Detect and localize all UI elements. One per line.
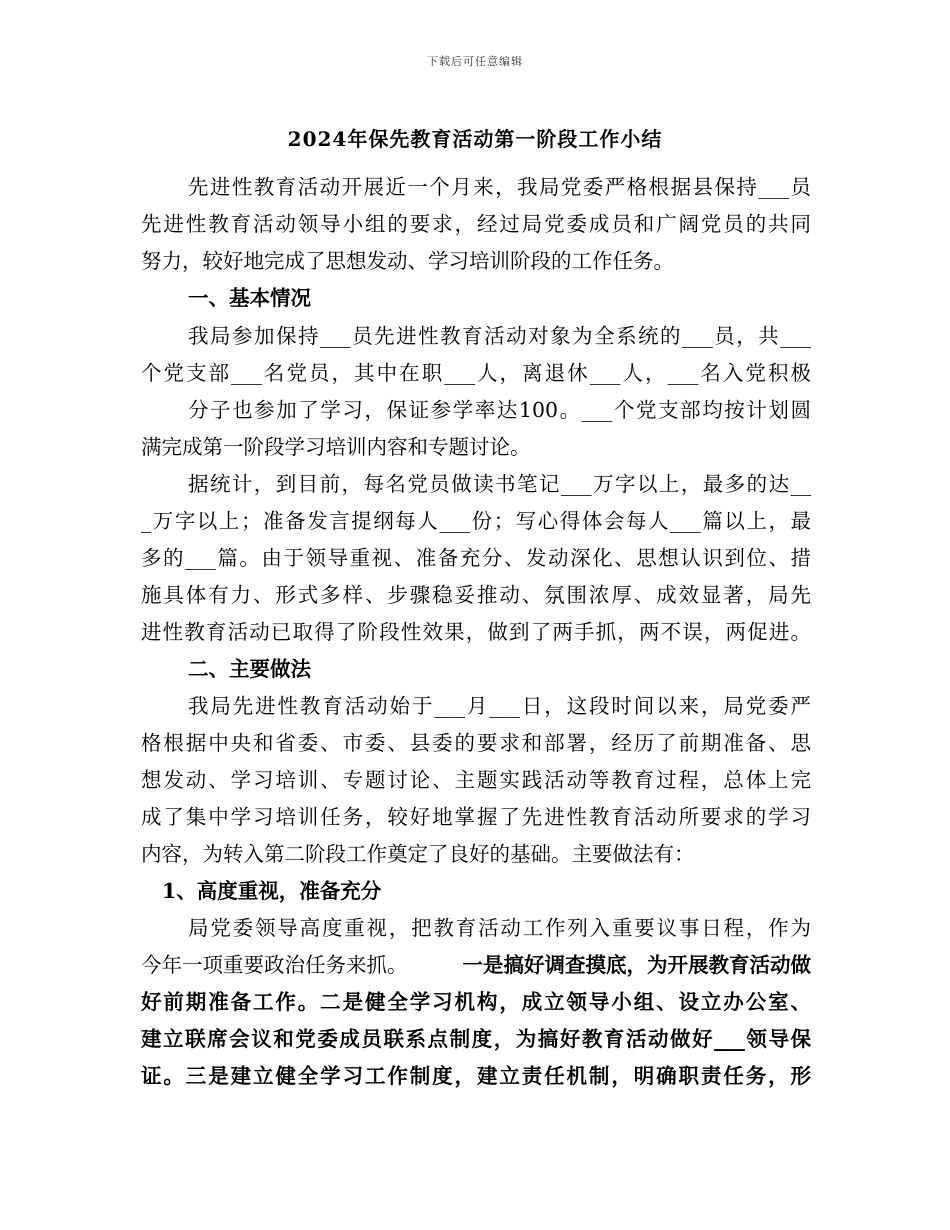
paragraph-line: _万字以上；准备发言提纲每人___份；写心得体会每人___篇以上，最 <box>141 509 811 533</box>
paragraph-line: 先进性教育活动开展近一个月来，我局党委严格根据县保持___员 <box>188 175 811 199</box>
paragraph-line: 据统计，到目前，每名党员做读书笔记___万字以上，最多的达__ <box>188 472 811 496</box>
paragraph-line: 局党委领导高度重视，把教育活动工作列入重要议事日程，作为 <box>188 916 811 940</box>
paragraph-bold-text: 一是搞好调查摸底，为开展教育活动做 <box>462 953 811 977</box>
subsection-heading: 1、高度重视，准备充分 <box>162 879 382 903</box>
paragraph-line: 努力，较好地完成了思想发动、学习培训阶段的工作任务。 <box>141 249 674 273</box>
paragraph-line <box>141 948 811 982</box>
paragraph-line: 格根据中央和省委、市委、县委的要求和部署，经历了前期准备、思 <box>141 731 811 755</box>
paragraph-line: 证。三是建立健全学习工作制度，建立责任机制，明确职责任务，形 <box>141 1064 811 1088</box>
paragraph-line: 我局参加保持___员先进性教育活动对象为全系统的___员，共___ <box>188 324 811 348</box>
paragraph-line: 建立联席会议和党委成员联系点制度，为搞好教育活动做好___领导保 <box>141 1027 811 1051</box>
paragraph-line: 我局先进性教育活动始于___月___日，这段时间以来，局党委严 <box>188 694 811 718</box>
paragraph-line: 满完成第一阶段学习培训内容和专题讨论。 <box>141 435 531 459</box>
paragraph-line: 内容，为转入第二阶段工作奠定了良好的基础。主要做法有： <box>141 842 695 866</box>
paragraph-line: 好前期准备工作。二是健全学习机构，成立领导小组、设立办公室、 <box>141 990 811 1014</box>
paragraph-line: 多的___篇。由于领导重视、准备充分、发动深化、思想认识到位、措 <box>141 546 811 570</box>
paragraph-line: 想发动、学习培训、专题讨论、主题实践活动等教育过程，总体上完 <box>141 768 811 792</box>
paragraph-line: 个党支部___名党员，其中在职___人，离退休___人，___名入党积极 <box>141 361 811 385</box>
paragraph-line: 先进性教育活动领导小组的要求，经过局党委成员和广阔党员的共同 <box>141 212 811 236</box>
paragraph-line: 成了集中学习培训任务，较好地掌握了先进性教育活动所要求的学习 <box>141 805 811 829</box>
paragraph-line: 进性教育活动已取得了阶段性效果，做到了两手抓，两不误，两促进。 <box>141 620 811 644</box>
section-heading: 二、主要做法 <box>188 657 311 681</box>
paragraph-line: 分子也参加了学习，保证参学率达100。___个党支部均按计划圆 <box>188 398 811 422</box>
document-title: 2024年保先教育活动第一阶段工作小结 <box>287 127 663 151</box>
paragraph-text: 今年一项重要政治任务来抓。 <box>141 953 408 977</box>
section-heading: 一、基本情况 <box>188 286 311 310</box>
paragraph-line: 施具体有力、形式多样、步骤稳妥推动、氛围浓厚、成效显著，局先 <box>141 583 811 607</box>
page-header: 下载后可任意编辑 <box>427 55 523 68</box>
